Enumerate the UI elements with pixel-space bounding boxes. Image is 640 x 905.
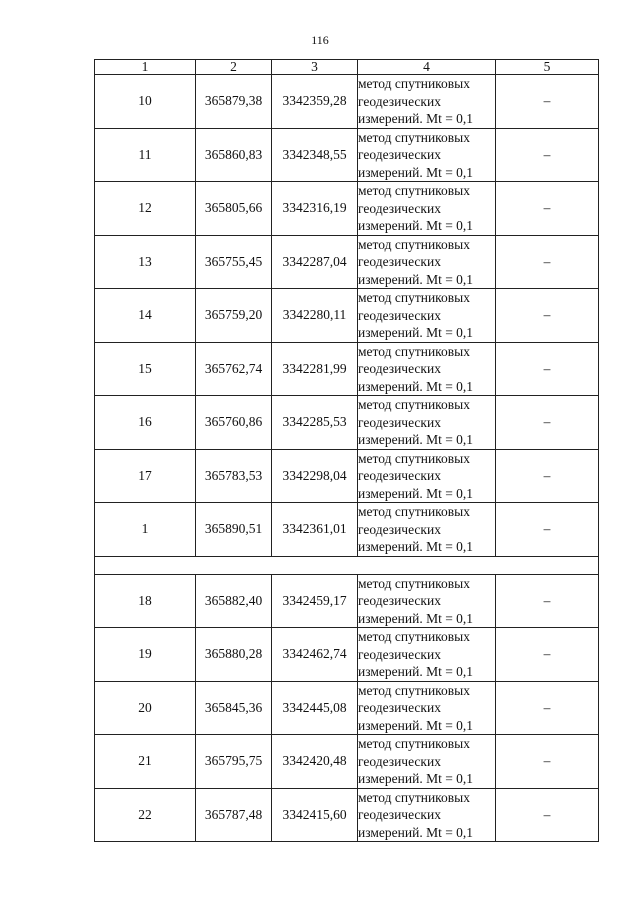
coordinate-y: 3342462,74	[272, 628, 358, 682]
point-number: 21	[95, 735, 196, 789]
method-line: геодезических	[358, 361, 441, 376]
method-line: измерений. Mt = 0,1	[358, 485, 474, 501]
method-line: измерений. Mt = 0,1	[358, 378, 474, 394]
point-number: 1	[95, 503, 196, 557]
coordinate-y: 3342285,53	[272, 396, 358, 450]
table-row	[95, 75, 599, 129]
column-header-1: 1	[95, 60, 196, 75]
coordinate-x: 365783,53	[196, 449, 272, 503]
accuracy-dash: –	[496, 449, 599, 503]
coordinate-x: 365805,66	[196, 182, 272, 236]
table-row	[95, 574, 599, 628]
coordinate-x: 365890,51	[196, 503, 272, 557]
method-line: измерений. Mt = 0,1	[358, 271, 474, 287]
coordinate-y: 3342287,04	[272, 235, 358, 289]
accuracy-dash: –	[496, 182, 599, 236]
accuracy-dash: –	[496, 681, 599, 735]
point-number: 15	[95, 342, 196, 396]
coordinate-y: 3342280,11	[272, 289, 358, 343]
point-number: 22	[95, 788, 196, 842]
table-row	[95, 342, 599, 396]
method-line: метод спутниковых	[358, 76, 470, 91]
coordinate-x: 365860,83	[196, 128, 272, 182]
table-row	[95, 396, 599, 450]
table-row	[95, 735, 599, 789]
table-row	[95, 128, 599, 182]
coordinate-y: 3342420,48	[272, 735, 358, 789]
accuracy-dash: –	[496, 75, 599, 129]
accuracy-dash: –	[496, 574, 599, 628]
method-line: геодезических	[358, 646, 441, 662]
method-line: метод спутниковых	[358, 129, 470, 145]
separator-cell	[95, 556, 599, 574]
coordinate-y: 3342445,08	[272, 681, 358, 735]
method-line: измерений. Mt = 0,1	[358, 432, 474, 447]
group-separator-row	[95, 556, 599, 574]
coordinate-x: 365882,40	[196, 574, 272, 628]
point-number: 19	[95, 628, 196, 682]
table-row	[95, 788, 599, 842]
point-number: 20	[95, 681, 196, 735]
point-number: 17	[95, 449, 196, 503]
method-description	[358, 628, 496, 682]
method-description	[358, 396, 496, 450]
coordinate-x: 365845,36	[196, 681, 272, 735]
point-number: 16	[95, 396, 196, 450]
point-number: 14	[95, 289, 196, 343]
method-line: метод спутниковых	[358, 629, 470, 644]
column-header-2: 2	[196, 60, 272, 75]
coordinate-y: 3342459,17	[272, 574, 358, 628]
method-line: геодезических	[358, 753, 441, 769]
accuracy-dash: –	[496, 289, 599, 343]
coordinate-y: 3342298,04	[272, 449, 358, 503]
method-description	[358, 788, 496, 842]
page-number: 116	[311, 33, 329, 47]
method-line: геодезических	[358, 93, 441, 109]
accuracy-dash: –	[496, 628, 599, 682]
method-line: измерений. Mt = 0,1	[358, 218, 474, 233]
coordinate-y: 3342359,28	[272, 75, 358, 129]
method-description	[358, 449, 496, 503]
coordinate-y: 3342348,55	[272, 128, 358, 182]
method-line: метод спутниковых	[358, 236, 470, 252]
method-line: метод спутниковых	[358, 450, 470, 466]
method-description	[358, 342, 496, 396]
method-line: измерений. Mt = 0,1	[358, 717, 474, 733]
table-row	[95, 681, 599, 735]
point-number: 18	[95, 574, 196, 628]
method-line: измерений. Mt = 0,1	[358, 824, 474, 840]
coordinate-y: 3342361,01	[272, 503, 358, 557]
coordinate-x: 365795,75	[196, 735, 272, 789]
method-description	[358, 574, 496, 628]
method-line: измерений. Mt = 0,1	[358, 539, 474, 554]
method-line: измерений. Mt = 0,1	[358, 610, 474, 626]
method-line: метод спутниковых	[358, 504, 470, 519]
method-line: метод спутниковых	[358, 682, 470, 698]
table-row	[95, 449, 599, 503]
method-description	[358, 235, 496, 289]
accuracy-dash: –	[496, 396, 599, 450]
method-line: метод спутниковых	[358, 290, 470, 305]
method-line: геодезических	[358, 414, 441, 430]
method-description	[358, 503, 496, 557]
accuracy-dash: –	[496, 128, 599, 182]
method-line: геодезических	[358, 307, 441, 323]
point-number: 10	[95, 75, 196, 129]
coordinate-x: 365755,45	[196, 235, 272, 289]
method-line: геодезических	[358, 254, 441, 269]
method-line: геодезических	[358, 468, 441, 483]
method-line: метод спутниковых	[358, 397, 470, 412]
coordinate-x: 365880,28	[196, 628, 272, 682]
method-description	[358, 182, 496, 236]
table-row	[95, 503, 599, 557]
table-row	[95, 628, 599, 682]
method-line: геодезических	[358, 700, 441, 715]
accuracy-dash: –	[496, 788, 599, 842]
accuracy-dash: –	[496, 735, 599, 789]
table-row	[95, 235, 599, 289]
method-line: геодезических	[358, 807, 441, 822]
coordinate-x: 365760,86	[196, 396, 272, 450]
method-line: геодезических	[358, 521, 441, 537]
column-header-5: 5	[496, 60, 599, 75]
method-line: измерений. Mt = 0,1	[358, 664, 474, 679]
coordinate-y: 3342415,60	[272, 788, 358, 842]
method-line: измерений. Mt = 0,1	[358, 771, 474, 786]
method-line: метод спутниковых	[358, 575, 470, 591]
coordinate-x: 365787,48	[196, 788, 272, 842]
method-line: геодезических	[358, 200, 441, 216]
method-line: метод спутниковых	[358, 736, 470, 751]
coordinate-y: 3342281,99	[272, 342, 358, 396]
table-row	[95, 289, 599, 343]
header-row	[95, 60, 599, 75]
method-description	[358, 128, 496, 182]
method-description	[358, 75, 496, 129]
accuracy-dash: –	[496, 503, 599, 557]
method-line: измерений. Mt = 0,1	[358, 164, 474, 180]
method-line: геодезических	[358, 147, 441, 162]
table-body	[95, 75, 599, 842]
coordinate-y: 3342316,19	[272, 182, 358, 236]
point-number: 11	[95, 128, 196, 182]
method-line: измерений. Mt = 0,1	[358, 111, 474, 126]
accuracy-dash: –	[496, 235, 599, 289]
coordinate-x: 365879,38	[196, 75, 272, 129]
point-number: 12	[95, 182, 196, 236]
method-description	[358, 289, 496, 343]
coordinate-x: 365759,20	[196, 289, 272, 343]
method-line: метод спутниковых	[358, 343, 470, 359]
table-row	[95, 182, 599, 236]
method-line: метод спутниковых	[358, 183, 470, 198]
method-line: геодезических	[358, 593, 441, 608]
column-header-4: 4	[358, 60, 496, 75]
coordinates-table	[94, 59, 599, 842]
accuracy-dash: –	[496, 342, 599, 396]
method-description	[358, 735, 496, 789]
method-line: метод спутниковых	[358, 789, 470, 805]
point-number: 13	[95, 235, 196, 289]
coordinate-x: 365762,74	[196, 342, 272, 396]
column-header-3: 3	[272, 60, 358, 75]
method-line: измерений. Mt = 0,1	[358, 325, 474, 340]
method-description	[358, 681, 496, 735]
